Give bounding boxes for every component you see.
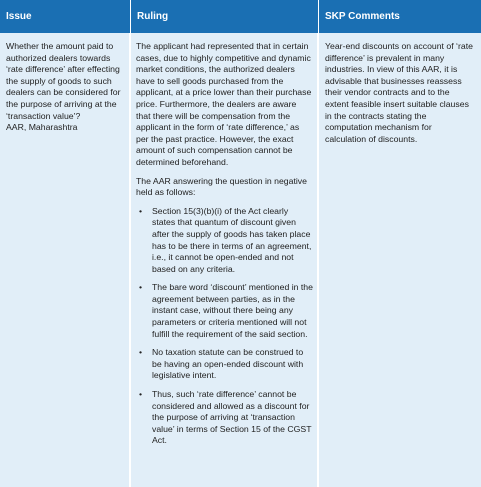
list-item xyxy=(136,389,313,447)
ruling-cell xyxy=(131,33,319,487)
ruling-points-list xyxy=(136,206,313,447)
header-issue: Issue xyxy=(0,0,131,33)
bullet-icon: • xyxy=(139,347,143,358)
header-ruling: Ruling xyxy=(131,0,319,33)
table-header-row xyxy=(0,0,481,33)
ruling-point-text: No taxation statute can be construed to be having an open-ended discount with legislative intent. xyxy=(152,347,304,381)
ruling-point-text: Section 15(3)(b)(i) of the Act clearly states that quantum of discount given after the supply of goods has taken place has to be there in terms of an agreement, i.e., it cannot be open-ended and not based on any criteria. xyxy=(152,205,312,274)
ruling-paragraph-2: The AAR answering the question in negative held as follows: xyxy=(136,175,307,198)
list-item xyxy=(136,347,313,382)
ruling-point-text: The bare word ‘discount’ mentioned in the agreement between parties, as in the instant case, without there being any parameters or criteria mentioned will not fulfill the requirement of the said section. xyxy=(152,282,313,339)
list-item xyxy=(136,282,313,340)
bullet-icon: • xyxy=(139,205,143,216)
list-item xyxy=(136,206,313,276)
issue-cell xyxy=(0,33,131,487)
issue-authority: AAR, Maharashtra xyxy=(6,122,78,133)
ruling-point-text: Thus, such ‘rate difference’ cannot be considered and allowed as a discount for the purpose of arriving at ‘transaction value’ in terms of Section 15 of the CGST Act. xyxy=(152,389,312,446)
comments-text: Year-end discounts on account of ‘rate difference’ is prevalent in many industries. In view of this AAR, it is advisable that businesses reassess their vendor contracts and to the extent feasible insert suitable clauses in the contracts stating the computation mechanism for calculation of discounts. xyxy=(325,41,473,144)
ruling-paragraph-1: The applicant had represented that in certain cases, due to highly competitive and dynamic market conditions, the authorized dealers have to sell goods purchased from the applicant, at a price lower than their purchase price. Furthermore, the dealers are aware that there will be compensation from the applicant in the form of ‘rate difference,’ as per the past practice. However, the exact amount of such compensation cannot be determined beforehand. xyxy=(136,41,312,167)
header-comments: SKP Comments xyxy=(325,11,400,22)
table-row xyxy=(0,33,481,487)
comments-cell xyxy=(319,33,481,487)
bullet-icon: • xyxy=(139,389,143,400)
bullet-icon: • xyxy=(139,282,143,293)
issue-text: Whether the amount paid to authorized dealers towards ‘rate difference’ after effecting the supply of goods to such dealers can be considered for the purpose of arriving at the ‘transaction value’? xyxy=(6,41,121,121)
